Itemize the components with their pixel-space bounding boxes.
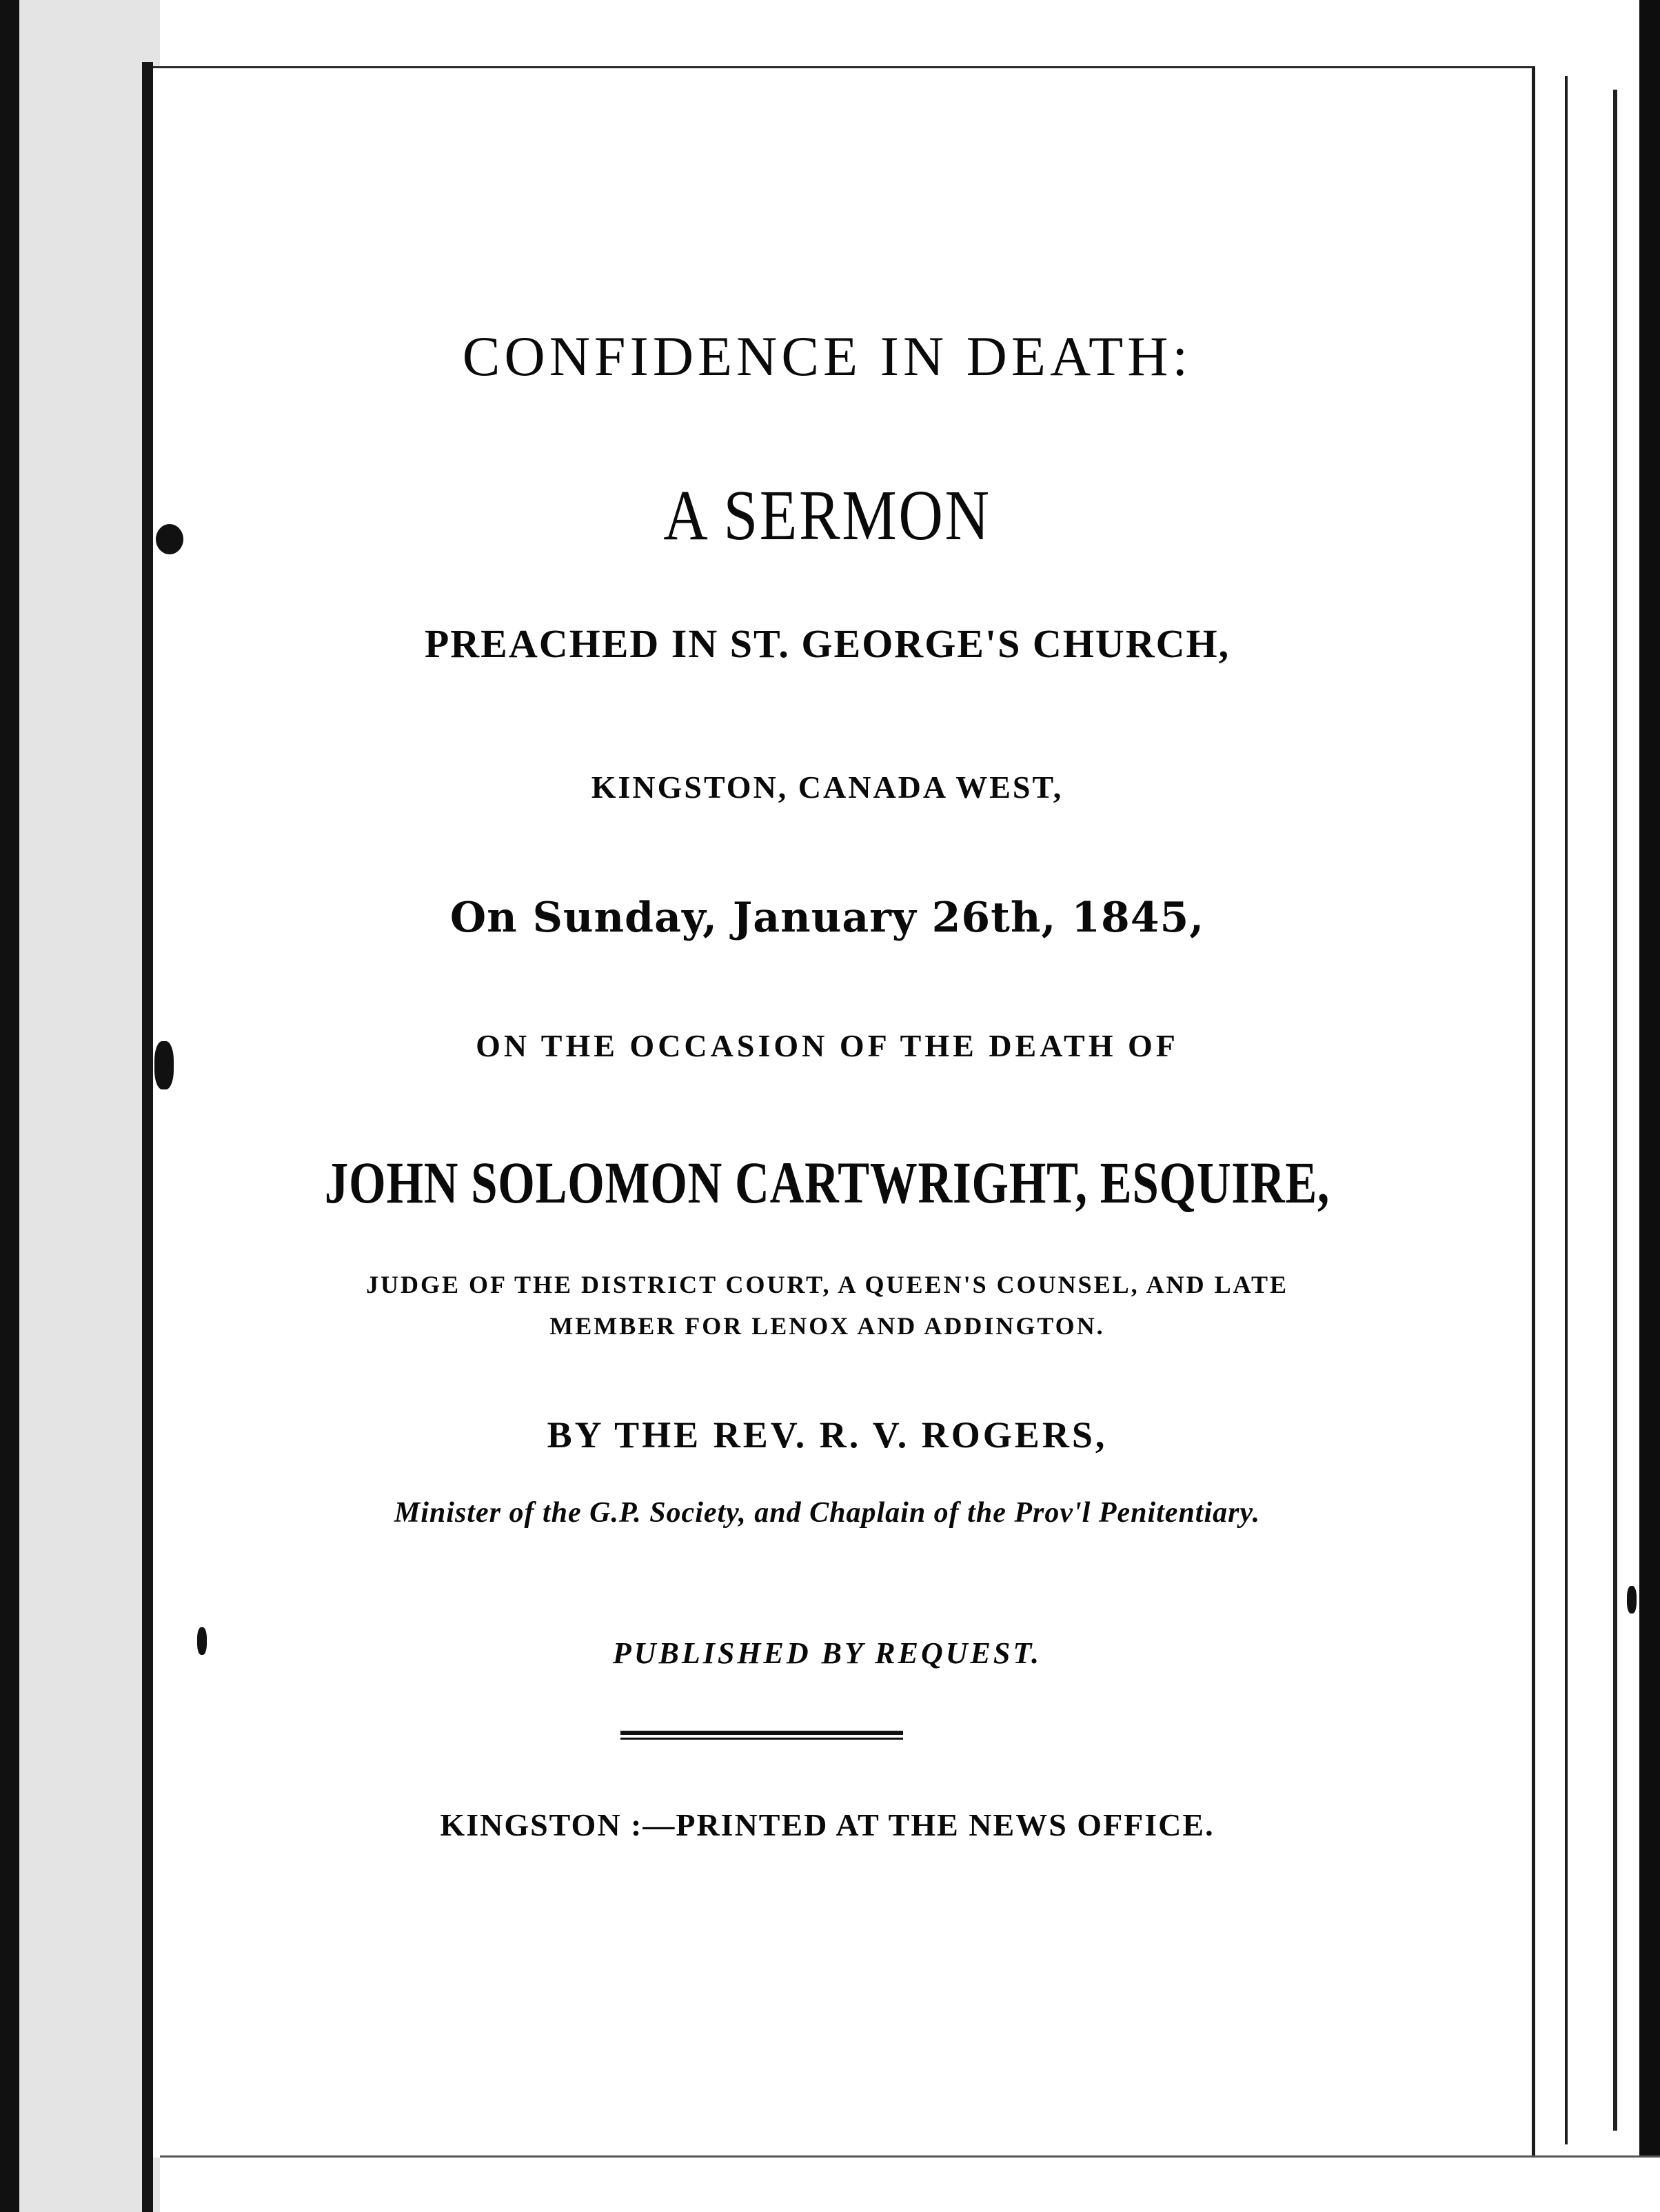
date-line: On Sunday, January 26th, 1845, [449,894,1205,942]
subtitle: A SERMON [663,476,991,555]
deceased-titles-line-1: JUDGE OF THE DISTRICT COURT, A QUEEN'S COUNSEL, AND LATE [366,1271,1288,1298]
page-title: CONFIDENCE IN DEATH: [462,325,1193,388]
author-line: BY THE REV. R. V. ROGERS, [547,1414,1108,1456]
book-spine-edge [142,62,153,2212]
ink-speck [1627,1586,1637,1613]
bottom-scan-margin [160,2155,1660,2212]
occasion-line: ON THE OCCASION OF THE DEATH OF [476,1028,1179,1063]
deceased-titles-line-2: MEMBER FOR LENOX AND ADDINGTON. [549,1312,1105,1340]
published-note: PUBLISHED BY REQUEST. [612,1636,1042,1670]
deceased-name: JOHN SOLOMON CARTWRIGHT, ESQUIRE, [324,1149,1330,1216]
left-scan-margin [0,0,160,2212]
author-role: Minister of the G.P. Society, and Chaplain of the Prov'l Penitentiary. [394,1497,1261,1529]
binding-hole [156,524,183,554]
printer-imprint: KINGSTON :—PRINTED AT THE NEWS OFFICE. [440,1807,1215,1842]
right-scan-edge [1639,0,1660,2212]
preached-line: PREACHED IN ST. GEORGE'S CHURCH, [424,621,1231,666]
double-rule-divider [620,1731,903,1742]
left-scan-edge [0,0,19,2212]
location-line: KINGSTON, CANADA WEST, [591,770,1064,805]
binding-hole [154,1041,174,1089]
